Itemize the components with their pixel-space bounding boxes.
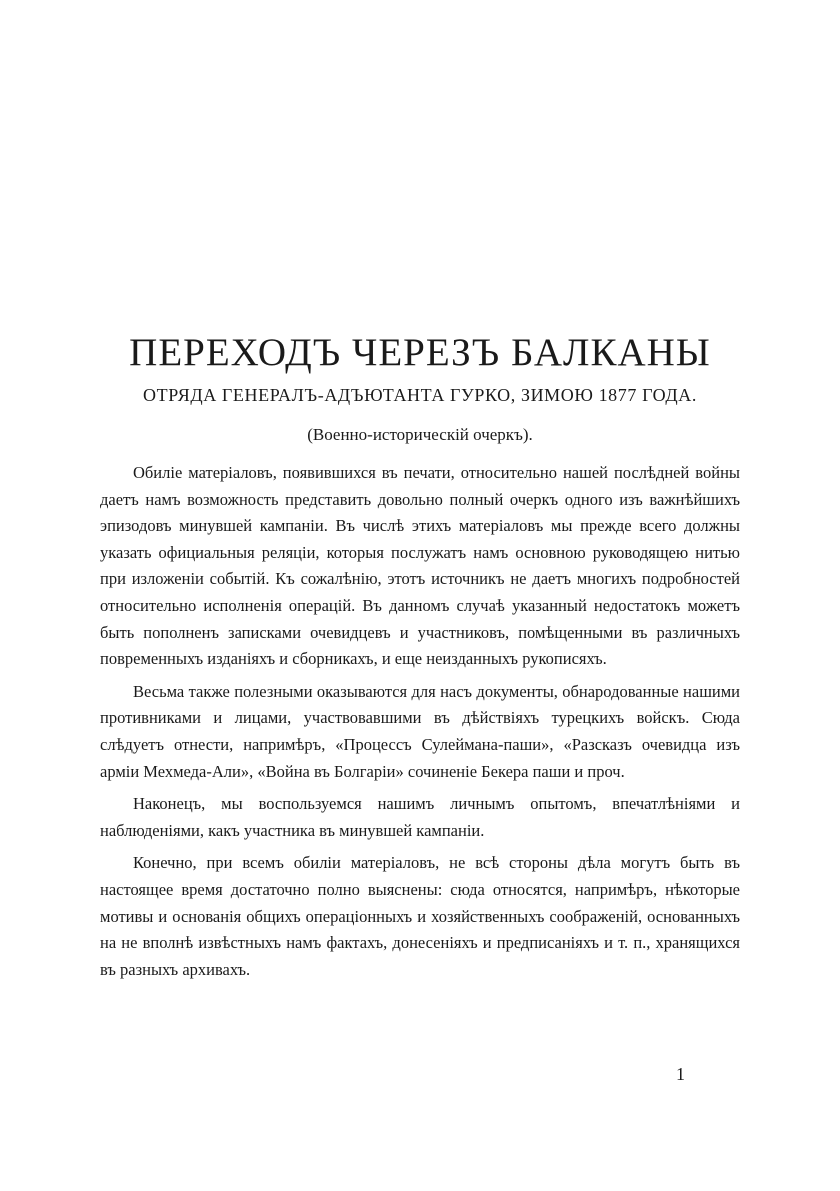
page-title: ПЕРЕХОДЪ ЧЕРЕЗЪ БАЛКАНЫ xyxy=(129,331,711,374)
page-number: 1 xyxy=(676,1064,685,1084)
genre-note: (Военно-историческiй очеркъ). xyxy=(307,425,533,444)
paragraph: Конечно, при всемъ обилiи матерiаловъ, не всѣ стороны дѣла могутъ быть въ настоящее время достаточно полно выяснены: сюда относятся, напримѣръ, нѣкоторые мотивы и основанiя общихъ операцiонныхъ и хозяйственныхъ соображенiй, основанныхъ на не вполнѣ извѣстныхъ намъ фактахъ, донесенiяхъ и предписанiяхъ и т. п., хранящихся въ разныхъ архивахъ. xyxy=(100,853,740,979)
paragraph: Наконецъ, мы воспользуемся нашимъ личнымъ опытомъ, впечатлѣнiями и наблюденiями, какъ участника въ минувшей кампанiи. xyxy=(100,794,740,840)
paragraph: Обилiе матерiаловъ, появившихся въ печати, относительно нашей послѣдней войны даетъ намъ возможность представить довольно полный очеркъ одного изъ важнѣйшихъ эпизодовъ минувшей кампанiи. Въ числѣ этихъ матерiаловъ мы прежде всего должны указать официальныя реляцiи, которыя послужатъ намъ основною руководящею нитью при изложенiи событiй. Къ сожалѣнiю, этотъ источникъ не даетъ многихъ подробностей относительно исполненiя операцiй. Въ данномъ случаѣ указанный недостатокъ можетъ быть пополненъ записками очевидцевъ и участниковъ, помѣщенными въ различныхъ повременныхъ изданiяхъ и сборникахъ, и еще неизданныхъ рукописяхъ. xyxy=(100,463,740,669)
page-subtitle: ОТРЯДА ГЕНЕРАЛЪ-АДЪЮТАНТА ГУРКО, ЗИМОЮ 1877 ГОДА. xyxy=(143,385,697,405)
body-text xyxy=(100,460,740,989)
paragraph: Весьма также полезными оказываются для насъ документы, обнародованные нашими противниками и лицами, участвовавшими въ дѣйствiяхъ турецкихъ войскъ. Сюда слѣдуетъ отнести, напримѣръ, «Процессъ Сулеймана-паши», «Разсказъ очевидца изъ армiи Мехмеда-Али», «Война въ Болгарiи» сочиненiе Бекера паши и проч. xyxy=(100,681,740,781)
